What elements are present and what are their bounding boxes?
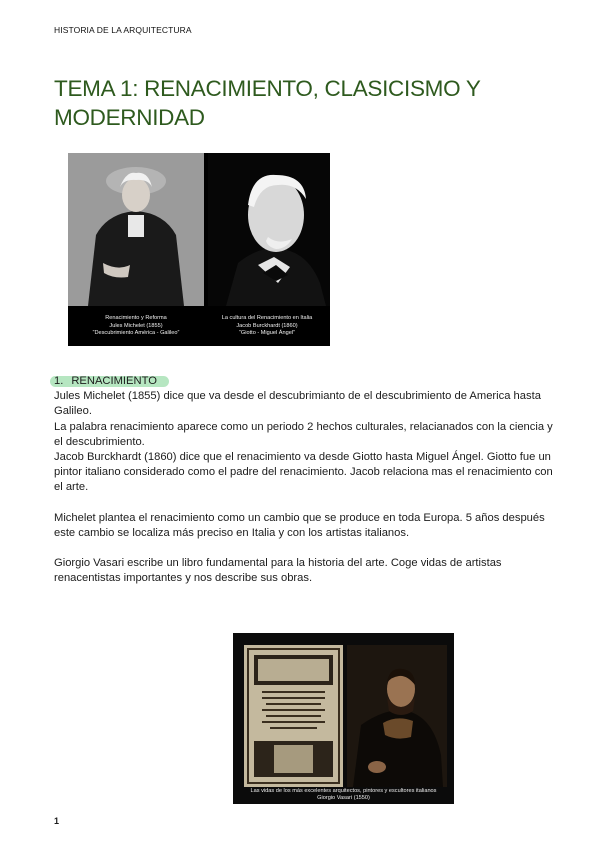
paragraph-line: Jacob Burckhardt (1860) dice que el renacimiento va desde Giotto hasta Miguel Ángel. Giotto fue un pintor italiano considerado como el padre del renacimiento. Jacob relaciona mas el renacimiento con el arte. [54,451,553,494]
section-title: RENACIMIENTO [71,375,157,387]
vasari-portrait-image [347,645,447,787]
figure-vasari [233,633,454,804]
section-number: 1. [54,375,64,387]
section-renacimiento [54,374,554,586]
caption-line: “Descubrimiento América - Galileo” [92,330,180,337]
section-heading [54,374,161,389]
paragraph-line: La palabra renacimiento aparece como un periodo 2 hechos culturales, relacianados con la ciencia y el descubrimiento. [54,420,553,448]
caption-line: La cultura del Renacimiento en Italia [221,315,313,321]
paragraph-line: Michelet plantea el renacimiento como un cambio que se produce en toda Europa. 5 años después este cambio se localiza más preciso en Italia y con los artistas italianos. [54,511,545,539]
running-header: HISTORIA DE LA ARQUITECTURA [54,25,192,35]
paragraph-line: Giorgio Vasari escribe un libro fundamental para la historia del arte. Coge vidas de artistas renacentistas importantes y nos describe sus obras. [54,557,502,585]
book-title-page-image [244,645,343,787]
caption-michelet [68,315,204,338]
caption-line: Giorgio Vasari (1550) [317,795,370,802]
caption-line: Renacimiento y Reforma [105,315,167,321]
caption-line: Jules Michelet (1855) [109,322,163,329]
burckhardt-photo [208,153,330,306]
page-title: TEMA 1: RENACIMIENTO, CLASICISMO Y MODERNIDAD [54,76,481,130]
caption-vasari [233,788,454,803]
caption-line: “Giotto - Miguel Ángel” [239,330,295,337]
caption-line: Las vidas de los más excelentes arquitectos, pintores y escultores italianos [250,788,437,794]
paragraph-line: Jules Michelet (1855) dice que va desde el descubrimianto de el descubrimiento de America hasta Galileo. [54,390,541,418]
figure-historians [68,153,330,346]
caption-line: Jacob Burckhardt (1860) [236,322,298,329]
page-number: 1 [54,816,60,826]
caption-burckhardt [204,315,330,338]
michelet-photo [68,153,204,306]
